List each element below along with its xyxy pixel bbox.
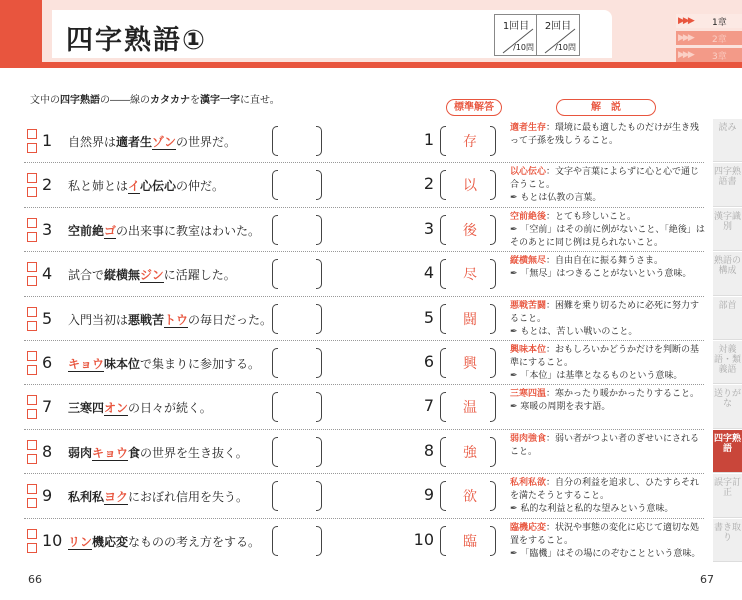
answer-bracket-right <box>490 348 496 378</box>
bracket-right[interactable] <box>316 259 322 289</box>
katakana-target: キョウ <box>92 445 129 460</box>
question-number: 2 <box>42 175 53 195</box>
check-box-1[interactable] <box>27 218 37 228</box>
pen-icon: ✒ <box>510 193 518 204</box>
bracket-right[interactable] <box>316 437 322 467</box>
answer-bracket-right <box>490 481 496 511</box>
check-box-1[interactable] <box>27 351 37 361</box>
answer-kanji: 臨 <box>463 533 477 550</box>
pen-icon: ✒ <box>510 402 518 413</box>
question-text: 試合で縦横無ジンに活躍した。 <box>68 268 236 283</box>
yojijukugo: 私利私欲 <box>510 478 547 489</box>
explanation-line: 臨機応変：状況や事態の変化に応じて適切な処置をすること。 <box>510 522 700 546</box>
check-box-1[interactable] <box>27 307 37 317</box>
round-1-total: /10問 <box>513 43 534 52</box>
answer-bracket-right <box>490 215 496 245</box>
pen-icon: ✒ <box>510 326 518 337</box>
answer-bracket-right <box>490 526 496 556</box>
explanation-line: 私利私欲：自分の利益を追求し、ひたすらそれを満たそうとすること。 <box>510 478 700 502</box>
question-text: 三寒四オンの日々が続く。 <box>68 401 212 416</box>
bracket-left <box>272 304 278 334</box>
explanation <box>510 166 706 205</box>
answer-bracket-right <box>490 304 496 334</box>
chapter-label: 1章 <box>712 18 727 28</box>
answer-number: 8 <box>423 440 434 460</box>
question-text: 私利私ヨクにおぼれ信用を失う。 <box>68 490 249 505</box>
bracket-right[interactable] <box>316 126 322 156</box>
katakana-target: ゴ <box>104 223 117 238</box>
yojijukugo: 縦横無尽 <box>510 256 547 267</box>
answer-number: 4 <box>423 263 434 283</box>
answer-bracket-right <box>490 392 496 422</box>
answer-kanji: 強 <box>463 444 477 461</box>
answer-bracket-right <box>490 259 496 289</box>
check-box-1[interactable] <box>27 529 37 539</box>
side-tab[interactable] <box>713 519 742 562</box>
side-tab-label: 四字熟語 <box>713 433 741 454</box>
check-box-1[interactable] <box>27 440 37 450</box>
question-number: 6 <box>42 353 53 372</box>
side-tab[interactable] <box>713 341 742 384</box>
answer-number: 7 <box>423 396 434 416</box>
round-1-label: 1回目 <box>502 21 530 32</box>
chapter-2[interactable] <box>676 31 742 45</box>
check-box-1[interactable] <box>27 129 37 139</box>
explanation-line: 空前絶後：とても珍しいこと。 <box>510 211 637 222</box>
katakana-target: リン <box>68 534 93 549</box>
question-row <box>24 519 704 563</box>
katakana-target: オン <box>104 401 129 416</box>
explanation <box>510 433 706 459</box>
check-box-1[interactable] <box>27 262 37 272</box>
check-box-1[interactable] <box>27 395 37 405</box>
question-text: 弱肉キョウ食の世界を生き抜く。 <box>68 445 248 460</box>
side-tab[interactable] <box>713 474 742 517</box>
explanation-line: ✒ 寒暖の周期を表す語。 <box>510 402 611 413</box>
side-tab-label: 部首 <box>718 300 737 311</box>
explanation <box>510 122 706 148</box>
question-row <box>24 341 704 385</box>
question-text: 私と姉とはイ心伝心の仲だ。 <box>68 179 225 194</box>
answer-bracket-right <box>490 170 496 200</box>
round-2-total: /10問 <box>555 43 576 52</box>
answer-kanji: 興 <box>463 356 477 372</box>
side-tab-label: 送りがな <box>713 389 741 410</box>
katakana-target: ゾン <box>152 135 177 149</box>
chapter-3[interactable] <box>676 48 742 62</box>
pen-icon: ✒ <box>510 371 518 381</box>
bracket-right[interactable] <box>316 526 322 556</box>
answer-bracket-left <box>440 348 446 378</box>
question-text: 空前絶ゴの出来事に教室はわいた。 <box>68 223 261 238</box>
question-text: キョウ味本位で集まりに参加する。 <box>68 357 261 371</box>
side-tab[interactable] <box>713 297 742 340</box>
arrow-icon: ▶▶▶ <box>678 16 693 26</box>
yojijukugo: 以心伝心 <box>510 167 547 178</box>
answer-bracket-left <box>440 392 446 422</box>
explanation <box>510 388 706 414</box>
question-number: 7 <box>42 397 53 417</box>
explanation-line: 適者生存：環境に最も適したものだけが生き残って子孫を残しうること。 <box>510 123 700 146</box>
header-accent <box>0 0 42 62</box>
answer-kanji: 温 <box>463 400 477 417</box>
bracket-left <box>272 170 278 200</box>
bracket-right[interactable] <box>316 348 322 378</box>
question-row <box>24 385 704 429</box>
question-row <box>24 297 704 341</box>
question-number: 10 <box>42 530 63 550</box>
yojijukugo: 興味本位 <box>510 345 547 355</box>
bracket-right[interactable] <box>316 170 322 200</box>
check-box-2[interactable] <box>27 321 37 331</box>
chapter-label: 2章 <box>712 35 727 45</box>
side-tab[interactable] <box>713 208 742 251</box>
answer-number: 9 <box>423 485 434 505</box>
question-text: リン機応変なものの考え方をする。 <box>68 534 261 549</box>
explanation-line: 以心伝心：文字や言葉によらずに心と心で通じ合うこと。 <box>510 167 700 191</box>
side-tab-label: 読み <box>718 123 737 133</box>
page-title: 四字熟語① <box>66 25 207 56</box>
check-box-2[interactable] <box>27 232 37 242</box>
explanation-column-label: 解 説 <box>556 99 656 116</box>
question-number: 3 <box>42 219 53 239</box>
answer-kanji: 闘 <box>463 311 477 328</box>
side-tab[interactable] <box>713 430 742 473</box>
explanation-line: ✒ 「無尽」はつきることがないという意味。 <box>510 269 692 280</box>
katakana-target: ヨク <box>104 490 129 505</box>
explanation <box>510 344 706 383</box>
bracket-left <box>272 259 278 289</box>
round-2-label: 2回目 <box>544 21 572 32</box>
bracket-left <box>272 348 278 378</box>
yojijukugo: 臨機応変 <box>510 522 547 533</box>
bracket-right[interactable] <box>316 304 322 334</box>
question-number: 9 <box>42 486 53 506</box>
pen-icon: ✒ <box>510 224 518 235</box>
side-tab-label: 書き取り <box>713 522 741 543</box>
answer-number: 10 <box>413 529 434 549</box>
arrow-icon: ▶▶▶ <box>678 50 693 60</box>
check-box-1[interactable] <box>27 484 37 494</box>
yojijukugo: 空前絶後 <box>510 211 547 222</box>
check-box-2[interactable] <box>27 143 37 153</box>
explanation-line: 悪戦苦闘：困難を乗り切るために必死に努力すること。 <box>510 300 700 324</box>
explanation-line: 興味本位：おもしろいかどうかだけを判断の基準にすること。 <box>510 345 700 368</box>
answer-bracket-right <box>490 126 496 156</box>
question-row <box>24 430 704 474</box>
check-box-2[interactable] <box>27 543 37 553</box>
explanation-line: 三寒四温：寒かったり暖かかったりすること。 <box>510 389 700 400</box>
arrow-icon: ▶▶▶ <box>678 33 693 43</box>
answer-kanji: 尽 <box>463 267 477 284</box>
side-tab[interactable] <box>713 163 742 206</box>
side-tab-label: 四字熟語書 <box>713 167 741 188</box>
yojijukugo: 弱肉強食 <box>510 433 547 444</box>
answer-number: 2 <box>423 174 434 194</box>
explanation-line: ✒ 「臨機」はその場にのぞむことという意味。 <box>510 548 701 559</box>
side-tab-label: 漢字識別 <box>713 211 741 232</box>
question-row <box>24 474 704 518</box>
bracket-left <box>272 215 278 245</box>
page-number-right: 67 <box>700 573 714 586</box>
side-tab-label: 熟語の構成 <box>713 256 741 277</box>
side-tab[interactable] <box>713 119 742 162</box>
explanation-line: 縦横無尽：自由自在に振る舞うさま。 <box>510 256 664 267</box>
yojijukugo: 悪戦苦闘 <box>510 300 547 311</box>
answer-kanji: 欲 <box>463 489 477 506</box>
side-tab[interactable] <box>713 252 742 295</box>
answer-column-label: 標準解答 <box>446 99 502 116</box>
check-box-2[interactable] <box>27 276 37 286</box>
page-number-left: 66 <box>28 573 42 586</box>
bracket-left <box>272 437 278 467</box>
answer-bracket-left <box>440 437 446 467</box>
pen-icon: ✒ <box>510 548 518 559</box>
round-1-box[interactable] <box>494 14 538 56</box>
check-box-2[interactable] <box>27 187 37 197</box>
chapter-label: 3章 <box>712 52 727 62</box>
explanation-line: 弱肉強食：弱い者がつよい者のぎせいにされること。 <box>510 433 700 457</box>
katakana-target: トウ <box>164 312 189 327</box>
check-box-1[interactable] <box>27 173 37 183</box>
answer-kanji: 存 <box>463 134 477 150</box>
answer-bracket-left <box>440 170 446 200</box>
explanation <box>510 477 706 516</box>
explanation-line: ✒ 「本位」は基準となるものという意味。 <box>510 371 683 381</box>
answer-bracket-left <box>440 126 446 156</box>
answer-number: 3 <box>423 218 434 238</box>
explanation-line: ✒ 私的な利益と私的な望みという意味。 <box>510 504 674 515</box>
answer-kanji: 以 <box>463 178 477 195</box>
answer-bracket-left <box>440 526 446 556</box>
bracket-left <box>272 526 278 556</box>
answer-bracket-left <box>440 259 446 289</box>
bracket-right[interactable] <box>316 215 322 245</box>
explanation-line: ✒ もとは仏教の言葉。 <box>510 193 602 204</box>
instruction: 文中の四字熟語の――線のカタカナを漢字一字に直せ。 <box>30 95 280 106</box>
answer-number: 5 <box>423 307 434 327</box>
answer-number: 6 <box>423 352 434 371</box>
katakana-target: キョウ <box>68 357 105 371</box>
pen-icon: ✒ <box>510 269 518 280</box>
question-row <box>24 119 704 163</box>
question-row <box>24 208 704 252</box>
question-number: 8 <box>42 441 53 461</box>
bracket-left <box>272 126 278 156</box>
question-number: 5 <box>42 308 53 328</box>
side-tab-label: 誤字訂正 <box>713 478 741 499</box>
pen-icon: ✒ <box>510 504 518 515</box>
bracket-right[interactable] <box>316 481 322 511</box>
katakana-target: イ <box>128 179 141 194</box>
check-box-2[interactable] <box>27 498 37 508</box>
explanation-line: ✒ 「空前」はその前に例がないこと、「絶後」はそのあとに同じ例は見られないこと。 <box>510 224 705 248</box>
chapter-1[interactable] <box>676 14 742 28</box>
bracket-left <box>272 392 278 422</box>
question-text: 自然界は適者生ゾンの世界だ。 <box>68 135 237 149</box>
answer-kanji: 後 <box>463 222 477 239</box>
bracket-right[interactable] <box>316 392 322 422</box>
check-box-2[interactable] <box>27 454 37 464</box>
question-number: 1 <box>42 131 53 150</box>
question-row <box>24 163 704 207</box>
explanation <box>510 211 706 250</box>
question-number: 4 <box>42 264 53 284</box>
round-2-box[interactable] <box>536 14 580 56</box>
answer-bracket-left <box>440 481 446 511</box>
explanation-line: ✒ もとは、苦しい戦いのこと。 <box>510 326 638 337</box>
yojijukugo: 適者生存 <box>510 123 547 133</box>
katakana-target: ジン <box>140 268 164 283</box>
side-tab-label: 対義語・類義語 <box>713 345 741 375</box>
check-box-2[interactable] <box>27 409 37 419</box>
side-tab[interactable] <box>713 385 742 428</box>
check-box-2[interactable] <box>27 365 37 375</box>
question-row <box>24 252 704 296</box>
answer-bracket-right <box>490 437 496 467</box>
answer-bracket-left <box>440 304 446 334</box>
header-underline <box>0 62 742 68</box>
answer-bracket-left <box>440 215 446 245</box>
yojijukugo: 三寒四温 <box>510 389 547 400</box>
explanation <box>510 255 706 281</box>
explanation <box>510 522 706 561</box>
bracket-left <box>272 481 278 511</box>
question-text: 入門当初は悪戦苦トウの毎日だった。 <box>68 312 273 327</box>
explanation <box>510 300 706 339</box>
answer-number: 1 <box>423 130 434 149</box>
